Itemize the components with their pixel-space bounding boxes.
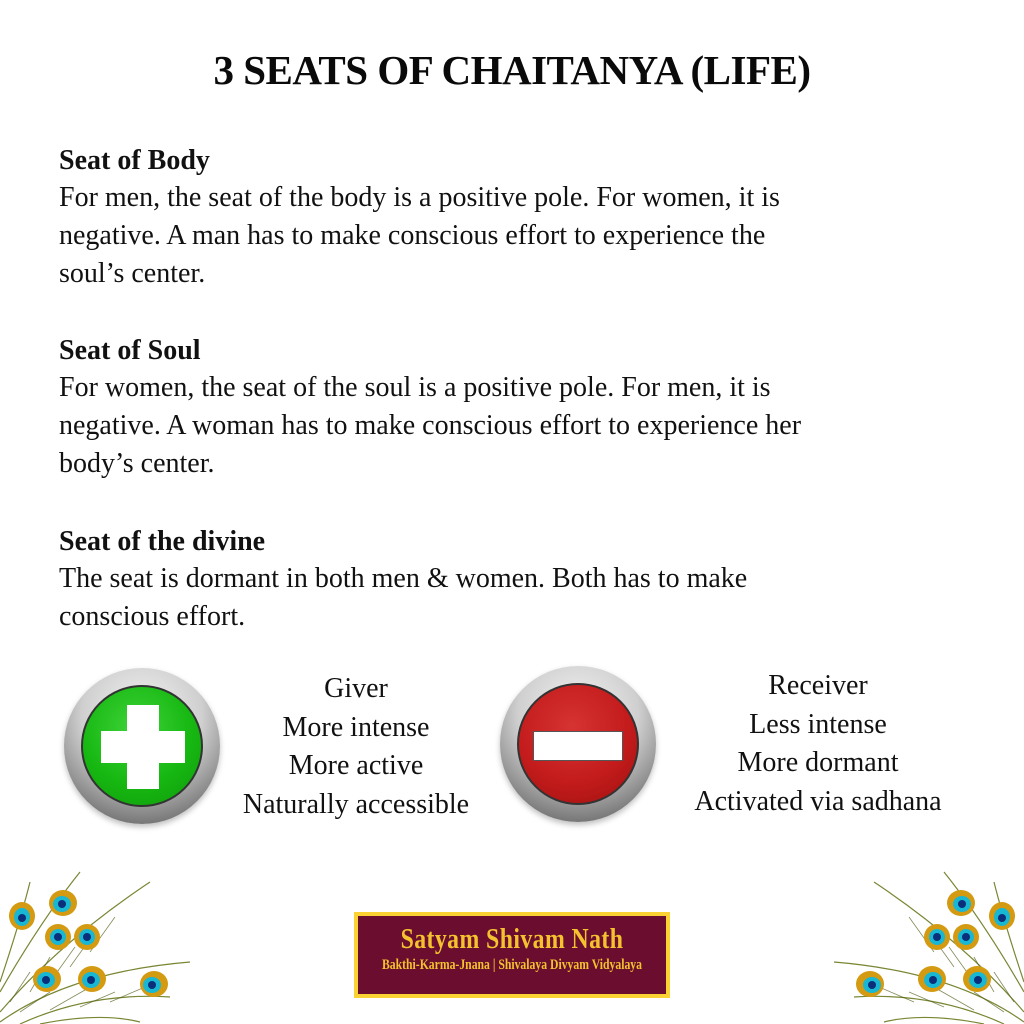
section-text-line: negative. A woman has to make conscious effort to experience her [59, 410, 802, 441]
section-heading: Seat of the divine [59, 526, 266, 557]
logo-name: Satyam Shivam Nath [400, 923, 624, 955]
section-text-line: soul’s center. [59, 258, 206, 289]
negative-item: More dormant [737, 747, 899, 778]
feather-eyes [9, 890, 168, 997]
section-text-line: For women, the seat of the soul is a positive pole. For men, it is [59, 372, 771, 403]
positive-item: Naturally accessible [242, 788, 470, 820]
peacock-feather-icon [824, 862, 1024, 1024]
section-heading: Seat of Body [59, 145, 210, 176]
section-text-line: The seat is dormant in both men & women. Both has to make [59, 563, 748, 594]
feather-eyes [856, 890, 1015, 997]
peacock-feather-icon [0, 862, 200, 1024]
negative-pole-list [668, 667, 968, 821]
section-seat-of-divine [59, 524, 959, 636]
minus-icon [500, 666, 656, 822]
logo-tagline: Bakthi-Karma-Jnana | Shivalaya Divyam Vidyalaya [381, 957, 643, 973]
positive-item: More intense [282, 711, 430, 743]
negative-item: Less intense [749, 708, 887, 740]
negative-item: Activated via sadhana [694, 785, 942, 817]
section-text-line: conscious effort. [59, 601, 246, 632]
positive-item: More active [288, 750, 424, 781]
section-heading: Seat of Soul [59, 335, 201, 366]
section-text-line: For men, the seat of the body is a positive pole. For women, it is [59, 182, 780, 213]
section-seat-of-soul [59, 333, 959, 483]
plus-icon [64, 668, 220, 824]
page-title: 3 SEATS OF CHAITANYA (LIFE) [213, 47, 811, 93]
section-seat-of-body [59, 143, 959, 293]
positive-pole-list [222, 670, 490, 824]
negative-item: Receiver [768, 670, 868, 701]
section-text-line: body’s center. [59, 448, 215, 479]
section-text-line: negative. A man has to make conscious effort to experience the [59, 220, 766, 251]
positive-item: Giver [324, 673, 388, 704]
brand-logo [354, 912, 670, 998]
